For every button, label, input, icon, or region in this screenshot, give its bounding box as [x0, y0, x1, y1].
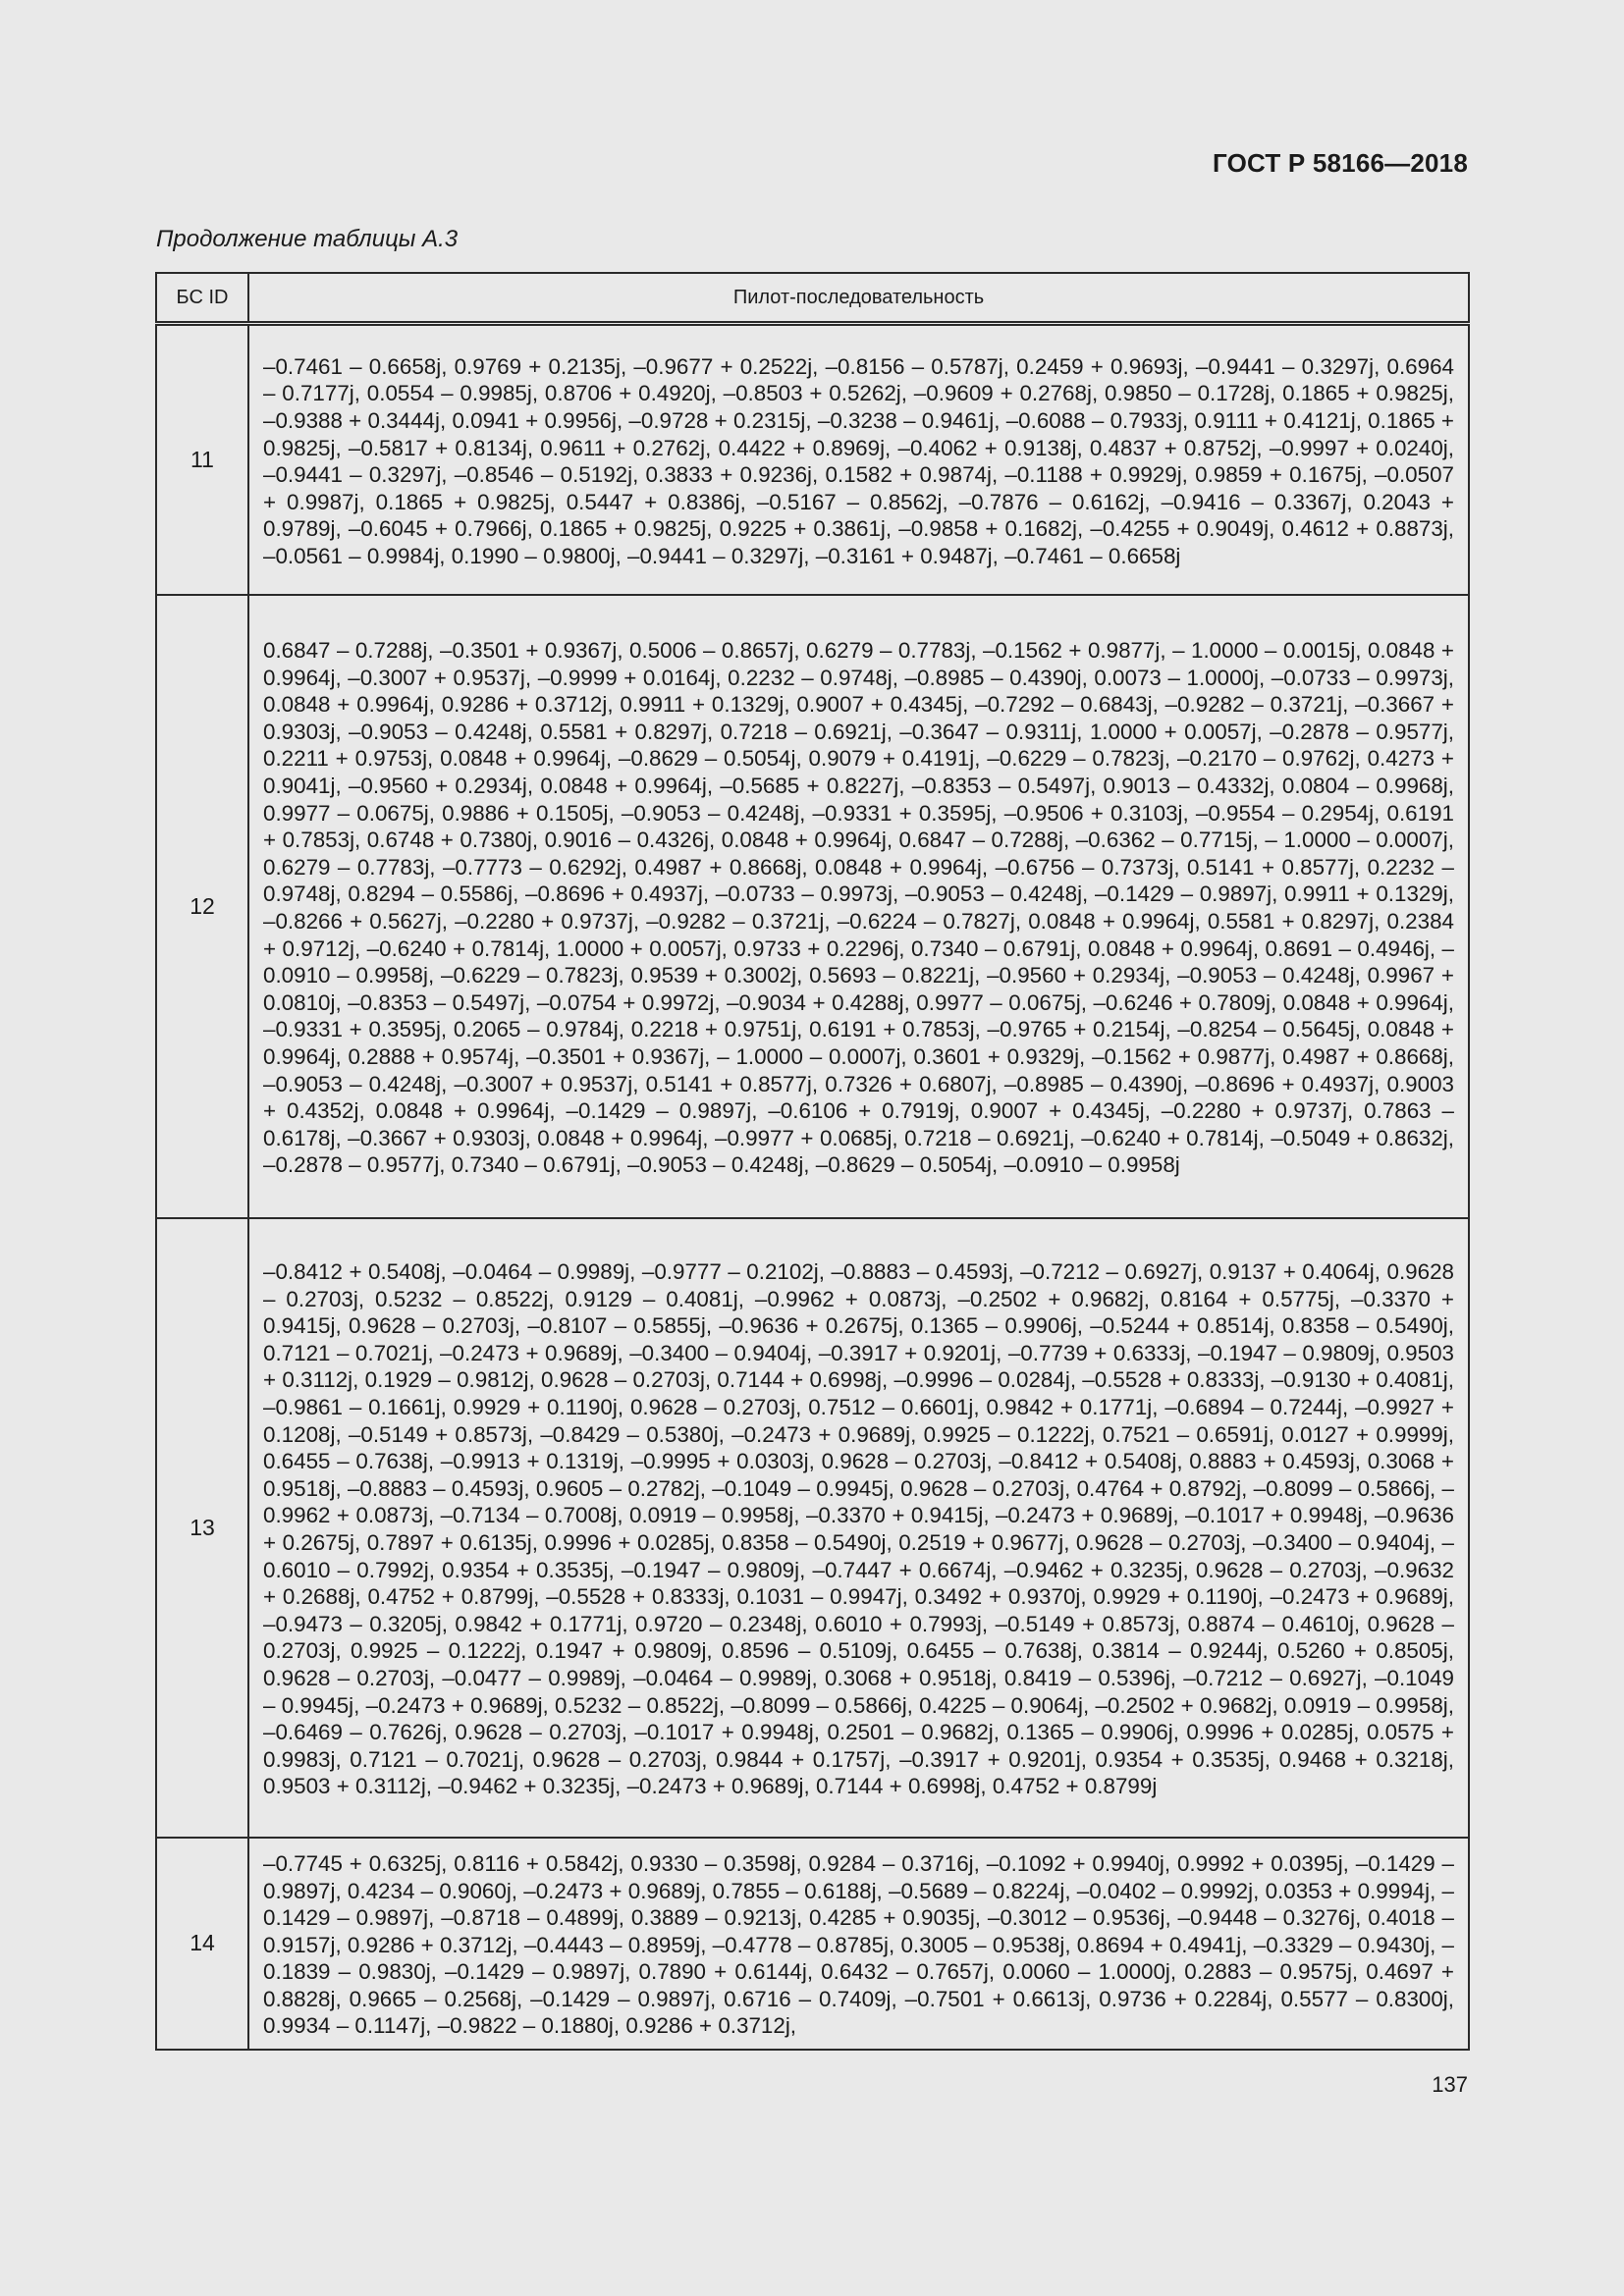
- table-caption: Продолжение таблицы А.3: [156, 226, 459, 252]
- table-row: [156, 595, 1469, 1218]
- pilot-sequence-cell: –0.7745 + 0.6325j, 0.8116 + 0.5842j, 0.9330 – 0.3598j, 0.9284 – 0.3716j, –0.1092 + 0.9940j, 0.9992 + 0.0395j, –0.1429 – 0.9897j, 0.4234 – 0.9060j, –0.2473 + 0.9689j, 0.7855 – 0.6188j, –0.5689 – 0.8224j, –0.0402 – 0.9992j, 0.0353 + 0.9994j, –0.1429 – 0.9897j, –0.8718 – 0.4899j, 0.3889 – 0.9213j, 0.4285 + 0.9035j, –0.3012 – 0.9536j, –0.9448 – 0.3276j, 0.4018 – 0.9157j, 0.9286 + 0.3712j, –0.4443 – 0.8959j, –0.4778 – 0.8785j, 0.3005 – 0.9538j, 0.8694 + 0.4941j, –0.3329 – 0.9430j, –0.1839 – 0.9830j, –0.1429 – 0.9897j, 0.7890 + 0.6144j, 0.6432 – 0.7657j, 0.0060 – 1.0000j, 0.2883 – 0.9575j, 0.4697 + 0.8828j, 0.9665 – 0.2568j, –0.1429 – 0.9897j, 0.6716 – 0.7409j, –0.7501 + 0.6613j, 0.9736 + 0.2284j, 0.5577 – 0.8300j, 0.9934 – 0.1147j, –0.9822 – 0.1880j, 0.9286 + 0.3712j,: [248, 1838, 1469, 2050]
- bs-id-cell: 14: [156, 1838, 248, 2050]
- pilot-sequence-cell: –0.7461 – 0.6658j, 0.9769 + 0.2135j, –0.9677 + 0.2522j, –0.8156 – 0.5787j, 0.2459 + 0.9693j, –0.9441 – 0.3297j, 0.6964 – 0.7177j, 0.0554 – 0.9985j, 0.8706 + 0.4920j, –0.8503 + 0.5262j, –0.9609 + 0.2768j, 0.9850 – 0.1728j, 0.1865 + 0.9825j, –0.9388 + 0.3444j, 0.0941 + 0.9956j, –0.9728 + 0.2315j, –0.3238 – 0.9461j, –0.6088 – 0.7933j, 0.9111 + 0.4121j, 0.1865 + 0.9825j, –0.5817 + 0.8134j, 0.9611 + 0.2762j, 0.4422 + 0.8969j, –0.4062 + 0.9138j, 0.4837 + 0.8752j, –0.9997 + 0.0240j, –0.9441 – 0.3297j, –0.8546 – 0.5192j, 0.3833 + 0.9236j, 0.1582 + 0.9874j, –0.1188 + 0.9929j, 0.9859 + 0.1675j, –0.0507 + 0.9987j, 0.1865 + 0.9825j, 0.5447 + 0.8386j, –0.5167 – 0.8562j, –0.7876 – 0.6162j, –0.9416 – 0.3367j, 0.2043 + 0.9789j, –0.6045 + 0.7966j, 0.1865 + 0.9825j, 0.9225 + 0.3861j, –0.9858 + 0.1682j, –0.4255 + 0.9049j, 0.4612 + 0.8873j, –0.0561 – 0.9984j, 0.1990 – 0.9800j, –0.9441 – 0.3297j, –0.3161 + 0.9487j, –0.7461 – 0.6658j: [248, 324, 1469, 595]
- table-row: [156, 1218, 1469, 1838]
- column-header-bs-id: БС ID: [156, 273, 248, 324]
- pilot-sequence-cell: –0.8412 + 0.5408j, –0.0464 – 0.9989j, –0.9777 – 0.2102j, –0.8883 – 0.4593j, –0.7212 – 0.6927j, 0.9137 + 0.4064j, 0.9628 – 0.2703j, 0.5232 – 0.8522j, 0.9129 – 0.4081j, –0.9962 + 0.0873j, –0.2502 + 0.9682j, 0.8164 + 0.5775j, –0.3370 + 0.9415j, 0.9628 – 0.2703j, –0.8107 – 0.5855j, –0.9636 + 0.2675j, 0.1365 – 0.9906j, –0.5244 + 0.8514j, 0.8358 – 0.5490j, 0.7121 – 0.7021j, –0.2473 + 0.9689j, –0.3400 – 0.9404j, –0.3917 + 0.9201j, –0.7739 + 0.6333j, –0.1947 – 0.9809j, 0.9503 + 0.3112j, 0.1929 – 0.9812j, 0.9628 – 0.2703j, 0.7144 + 0.6998j, –0.9996 – 0.0284j, –0.5528 + 0.8333j, –0.9130 + 0.4081j, –0.9861 – 0.1661j, 0.9929 + 0.1190j, 0.9628 – 0.2703j, 0.7512 – 0.6601j, 0.9842 + 0.1771j, –0.6894 – 0.7244j, –0.9927 + 0.1208j, –0.5149 + 0.8573j, –0.8429 – 0.5380j, –0.2473 + 0.9689j, 0.9925 – 0.1222j, 0.7521 – 0.6591j, 0.0127 + 0.9999j, 0.6455 – 0.7638j, –0.9913 + 0.1319j, –0.9995 + 0.0303j, 0.9628 – 0.2703j, –0.8412 + 0.5408j, 0.8883 + 0.4593j, 0.3068 + 0.9518j, –0.8883 – 0.4593j, 0.9605 – 0.2782j, –0.1049 – 0.9945j, 0.9628 – 0.2703j, 0.4764 + 0.8792j, –0.8099 – 0.5866j, –0.9962 + 0.0873j, –0.7134 – 0.7008j, 0.0919 – 0.9958j, –0.3370 + 0.9415j, –0.2473 + 0.9689j, –0.1017 + 0.9948j, –0.9636 + 0.2675j, 0.7897 + 0.6135j, 0.9996 + 0.0285j, 0.8358 – 0.5490j, 0.2519 + 0.9677j, 0.9628 – 0.2703j, –0.3400 – 0.9404j, –0.6010 – 0.7992j, 0.9354 + 0.3535j, –0.1947 – 0.9809j, –0.7447 + 0.6674j, –0.9462 + 0.3235j, 0.9628 – 0.2703j, –0.9632 + 0.2688j, 0.4752 + 0.8799j, –0.5528 + 0.8333j, 0.1031 – 0.9947j, 0.3492 + 0.9370j, 0.9929 + 0.1190j, –0.2473 + 0.9689j, –0.9473 – 0.3205j, 0.9842 + 0.1771j, 0.9720 – 0.2348j, 0.6010 + 0.7993j, –0.5149 + 0.8573j, 0.8874 – 0.4610j, 0.9628 – 0.2703j, 0.9925 – 0.1222j, 0.1947 + 0.9809j, 0.8596 – 0.5109j, 0.6455 – 0.7638j, 0.3814 – 0.9244j, 0.5260 + 0.8505j, 0.9628 – 0.2703j, –0.0477 – 0.9989j, –0.0464 – 0.9989j, 0.3068 + 0.9518j, 0.8419 – 0.5396j, –0.7212 – 0.6927j, –0.1049 – 0.9945j, –0.2473 + 0.9689j, 0.5232 – 0.8522j, –0.8099 – 0.5866j, 0.4225 – 0.9064j, –0.2502 + 0.9682j, 0.0919 – 0.9958j, –0.6469 – 0.7626j, 0.9628 – 0.2703j, –0.1017 + 0.9948j, 0.2501 – 0.9682j, 0.1365 – 0.9906j, 0.9996 + 0.0285j, 0.0575 + 0.9983j, 0.7121 – 0.7021j, 0.9628 – 0.2703j, 0.9844 + 0.1757j, –0.3917 + 0.9201j, 0.9354 + 0.3535j, 0.9468 + 0.3218j, 0.9503 + 0.3112j, –0.9462 + 0.3235j, –0.2473 + 0.9689j, 0.7144 + 0.6998j, 0.4752 + 0.8799j: [248, 1218, 1469, 1838]
- column-header-pilot-sequence: Пилот-последовательность: [248, 273, 1469, 324]
- pilot-sequence-cell: 0.6847 – 0.7288j, –0.3501 + 0.9367j, 0.5006 – 0.8657j, 0.6279 – 0.7783j, –0.1562 + 0.9877j, – 1.0000 – 0.0015j, 0.0848 + 0.9964j, –0.3007 + 0.9537j, –0.9999 + 0.0164j, 0.2232 – 0.9748j, –0.8985 – 0.4390j, 0.0073 – 1.0000j, –0.0733 – 0.9973j, 0.0848 + 0.9964j, 0.9286 + 0.3712j, 0.9911 + 0.1329j, 0.9007 + 0.4345j, –0.7292 – 0.6843j, –0.9282 – 0.3721j, –0.3667 + 0.9303j, –0.9053 – 0.4248j, 0.5581 + 0.8297j, 0.7218 – 0.6921j, –0.3647 – 0.9311j, 1.0000 + 0.0057j, –0.2878 – 0.9577j, 0.2211 + 0.9753j, 0.0848 + 0.9964j, –0.8629 – 0.5054j, 0.9079 + 0.4191j, –0.6229 – 0.7823j, –0.2170 – 0.9762j, 0.4273 + 0.9041j, –0.9560 + 0.2934j, 0.0848 + 0.9964j, –0.5685 + 0.8227j, –0.8353 – 0.5497j, 0.9013 – 0.4332j, 0.0804 – 0.9968j, 0.9977 – 0.0675j, 0.9886 + 0.1505j, –0.9053 – 0.4248j, –0.9331 + 0.3595j, –0.9506 + 0.3103j, –0.9554 – 0.2954j, 0.6191 + 0.7853j, 0.6748 + 0.7380j, 0.9016 – 0.4326j, 0.0848 + 0.9964j, 0.6847 – 0.7288j, –0.6362 – 0.7715j, – 1.0000 – 0.0007j, 0.6279 – 0.7783j, –0.7773 – 0.6292j, 0.4987 + 0.8668j, 0.0848 + 0.9964j, –0.6756 – 0.7373j, 0.5141 + 0.8577j, 0.2232 – 0.9748j, 0.8294 – 0.5586j, –0.8696 + 0.4937j, –0.0733 – 0.9973j, –0.9053 – 0.4248j, –0.1429 – 0.9897j, 0.9911 + 0.1329j, –0.8266 + 0.5627j, –0.2280 + 0.9737j, –0.9282 – 0.3721j, –0.6224 – 0.7827j, 0.0848 + 0.9964j, 0.5581 + 0.8297j, 0.2384 + 0.9712j, –0.6240 + 0.7814j, 1.0000 + 0.0057j, 0.9733 + 0.2296j, 0.7340 – 0.6791j, 0.0848 + 0.9964j, 0.8691 – 0.4946j, –0.0910 – 0.9958j, –0.6229 – 0.7823j, 0.9539 + 0.3002j, 0.5693 – 0.8221j, –0.9560 + 0.2934j, –0.9053 – 0.4248j, 0.9967 + 0.0810j, –0.8353 – 0.5497j, –0.0754 + 0.9972j, –0.9034 + 0.4288j, 0.9977 – 0.0675j, –0.6246 + 0.7809j, 0.0848 + 0.9964j, –0.9331 + 0.3595j, 0.2065 – 0.9784j, 0.2218 + 0.9751j, 0.6191 + 0.7853j, –0.9765 + 0.2154j, –0.8254 – 0.5645j, 0.0848 + 0.9964j, 0.2888 + 0.9574j, –0.3501 + 0.9367j, – 1.0000 – 0.0007j, 0.3601 + 0.9329j, –0.1562 + 0.9877j, 0.4987 + 0.8668j, –0.9053 – 0.4248j, –0.3007 + 0.9537j, 0.5141 + 0.8577j, 0.7326 + 0.6807j, –0.8985 – 0.4390j, –0.8696 + 0.4937j, 0.9003 + 0.4352j, 0.0848 + 0.9964j, –0.1429 – 0.9897j, –0.6106 + 0.7919j, 0.9007 + 0.4345j, –0.2280 + 0.9737j, 0.7863 – 0.6178j, –0.3667 + 0.9303j, 0.0848 + 0.9964j, –0.9977 + 0.0685j, 0.7218 – 0.6921j, –0.6240 + 0.7814j, –0.5049 + 0.8632j, –0.2878 – 0.9577j, 0.7340 – 0.6791j, –0.9053 – 0.4248j, –0.8629 – 0.5054j, –0.0910 – 0.9958j: [248, 595, 1469, 1218]
- table-row: [156, 324, 1469, 595]
- bs-id-cell: 12: [156, 595, 248, 1218]
- pilot-sequence-table: [155, 272, 1470, 2051]
- page-number: 137: [1432, 2072, 1468, 2097]
- table-header-row: [156, 273, 1469, 324]
- bs-id-cell: 13: [156, 1218, 248, 1838]
- table-row: [156, 1838, 1469, 2050]
- standard-header: ГОСТ Р 58166—2018: [1213, 148, 1468, 178]
- bs-id-cell: 11: [156, 324, 248, 595]
